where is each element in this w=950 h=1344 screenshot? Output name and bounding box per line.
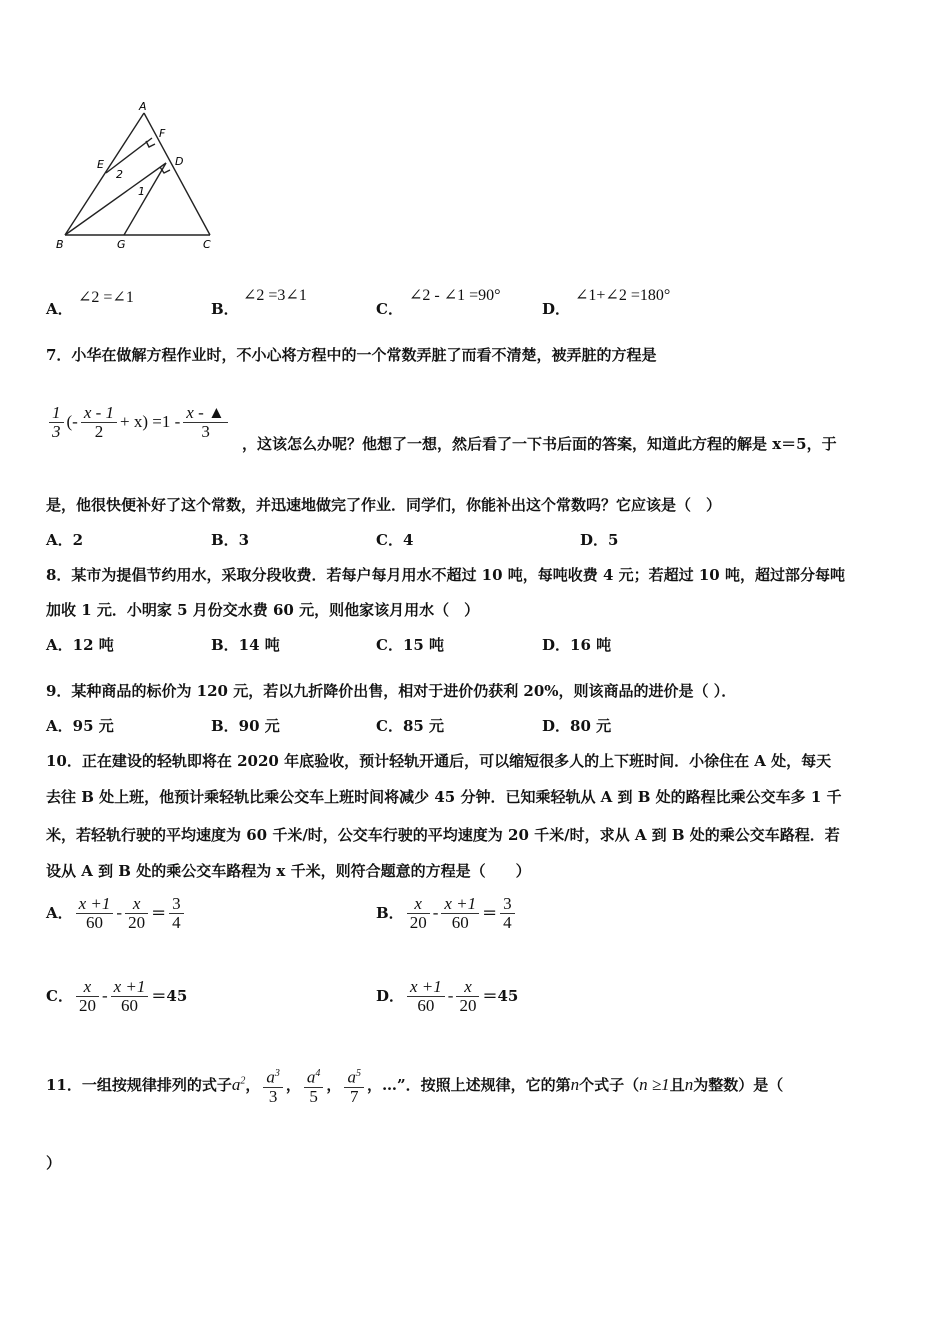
label-e: E [97,158,104,171]
label-c: C [203,238,211,251]
q8-option-a[interactable]: A．12 吨 [46,636,114,654]
label-d: D [175,155,184,168]
label-f: F [159,127,166,140]
q9-option-b[interactable]: B．90 元 [211,717,280,735]
q10-option-a[interactable]: A． $\frac{x +1}{60}$ - $\frac{x}{20}$ ＝ $\frac{3}{4}$ [46,895,187,932]
q6-option-a[interactable]: A． [46,300,73,318]
segment-ac [144,113,210,235]
q8-line1: 8．某市为提倡节约用水，采取分段收费．若每户每月用水不超过 10 吨，每吨收费 4 元；若超过 10 吨，超过部分每吨 [46,566,845,584]
triangle-figure [50,95,225,255]
q6-option-b-expr: ∠2 =3∠1 [243,287,307,304]
q8-option-c[interactable]: C．15 吨 [376,636,445,654]
q7-line3: 是，他很快便补好了这个常数，并迅速地做完了作业．同学们，你能补出这个常数吗？它应该是（ ） [46,496,722,514]
q10-option-d[interactable]: D． $\frac{x +1}{60}$ - $\frac{x}{20}$ ＝45 [376,977,519,1015]
q10-option-b[interactable]: B． $\frac{x}{20}$ - $\frac{x +1}{60}$ ＝ $\frac{3}{4}$ [376,895,518,932]
q10-option-c[interactable]: C． $\frac{x}{20}$ - $\frac{x +1}{60}$ ＝45 [46,977,188,1015]
q9-option-c[interactable]: C．85 元 [376,717,445,735]
q6-option-c-expr: ∠2 - ∠1 =90° [409,287,501,304]
q10-line3: 米，若轻轨行驶的平均速度为 60 千米/时，公交车行驶的平均速度为 20 千米/时，求从 A 到 B 处的乘公交车路程．若 [46,826,840,844]
label-a: A [139,100,147,113]
label-b: B [56,238,64,251]
label-g: G [117,238,126,251]
q7-stem: 7．小华在做解方程作业时，不小心将方程中的一个常数弄脏了而看不清楚，被弄脏的方程是 [46,346,657,364]
segment-ab [65,113,144,235]
q7-equation: $\frac{1}{3}$ (- $\frac{x - 1}{2}$ + x) =1 - $\frac{x - ▲}{3}$ [46,404,231,441]
q6-option-d[interactable]: D． [542,300,571,318]
q9-line1: 9．某种商品的标价为 120 元，若以九折降价出售，相对于进价仍获利 20%，则该商品的进价是（ ）． [46,682,737,700]
q10-line1: 10．正在建设的轻轨即将在 2020 年底验收，预计轻轨开通后，可以缩短很多人的上下班时间．小徐住在 A 处，每天 [46,752,832,770]
label-angle-2: 2 [116,168,123,181]
q6-option-c[interactable]: C． [376,300,403,318]
q10-line2: 去往 B 处上班，他预计乘轻轨比乘公交车上班时间将减少 45 分钟．已知乘轻轨从 A 到 B 处的路程比乘公交车多 1 千 [46,788,842,806]
q8-option-b[interactable]: B．14 吨 [211,636,280,654]
q7-option-b[interactable]: B．3 [211,531,250,549]
q10-line4: 设从 A 到 B 处的乘公交车路程为 x 千米，则符合题意的方程是（ ） [46,862,531,880]
q9-option-a[interactable]: A．95 元 [46,717,114,735]
q8-option-d[interactable]: D．16 吨 [542,636,612,654]
segment-gd [124,163,166,235]
segment-ef [106,138,152,173]
q7-option-c[interactable]: C．4 [376,531,414,549]
label-angle-1: 1 [138,185,145,198]
q6-option-a-expr: ∠2 =∠1 [78,289,134,306]
q7-option-a[interactable]: A．2 [46,531,84,549]
q6-option-b[interactable]: B． [211,300,239,318]
q11-line1: 11．一组按规律排列的式子$a^2$， $\frac{a^3}{3}$ ， $\frac{a^4}{5}$ ， $\frac{a^5}{7}$ ，…”．按照上述规律，它的第n个式子（n ≥1且n为整数）是（ [46,1065,783,1106]
q7-option-d[interactable]: D．5 [580,531,619,549]
q8-line2: 加收 1 元．小明家 5 月份交水费 60 元，则他家该月用水（ ） [46,601,480,619]
q9-option-d[interactable]: D．80 元 [542,717,612,735]
q11-line2: ） [46,1154,62,1172]
q7-after-equation: ，这该怎么办呢？他想了一想，然后看了一下书后面的答案，知道此方程的解是 x＝5，于 [242,435,837,453]
q6-option-d-expr: ∠1+∠2 =180° [575,287,671,304]
